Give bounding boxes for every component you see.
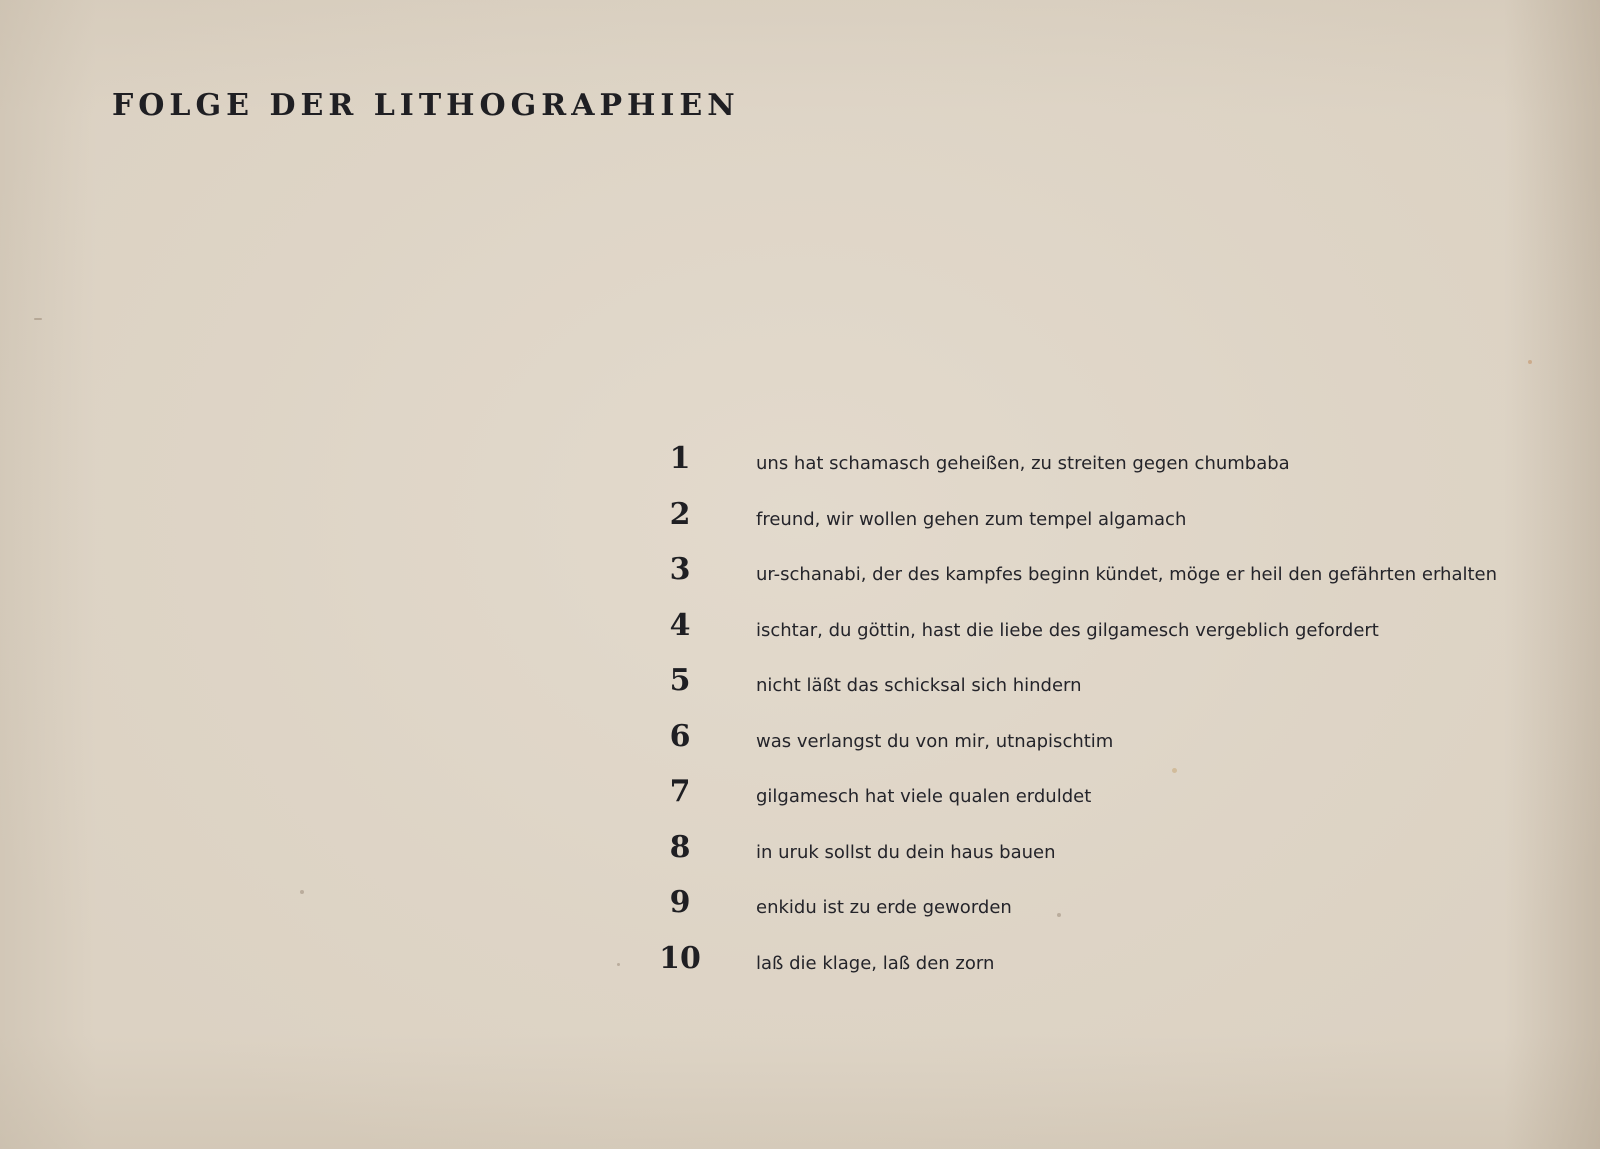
paper-speck	[34, 318, 42, 320]
list-item	[640, 443, 1540, 499]
paper-speck	[617, 963, 620, 966]
plate-number: 1	[669, 441, 691, 476]
plate-caption: ur-schanabi, der des kampfes beginn kündet, möge er heil den gefährten erhalten	[756, 564, 1498, 585]
list-item	[640, 665, 1540, 721]
plate-caption: uns hat schamasch geheißen, zu streiten gegen chumbaba	[756, 453, 1290, 474]
plate-caption: laß die klage, laß den zorn	[756, 952, 995, 974]
plate-caption: gilgamesch hat viele qualen erduldet	[756, 786, 1092, 807]
plate-caption: was verlangst du von mir, utnapischtim	[756, 730, 1114, 752]
list-item	[640, 829, 1540, 888]
plate-number: 2	[669, 496, 691, 532]
list-item	[640, 940, 1540, 999]
page-title: FOLGE DER LITHOGRAPHIEN	[112, 88, 740, 123]
list-item	[640, 607, 1540, 666]
list-item	[640, 496, 1540, 555]
list-item	[640, 554, 1540, 610]
plate-caption: ischtar, du göttin, hast die liebe des gilgamesch vergeblich gefordert	[756, 619, 1379, 641]
plate-number: 5	[669, 663, 691, 698]
plate-caption: nicht läßt das schicksal sich hindern	[756, 675, 1082, 696]
plate-caption: enkidu ist zu erde geworden	[756, 897, 1012, 918]
lithograph-list	[640, 443, 1540, 998]
plate-caption: freund, wir wollen gehen zum tempel algamach	[756, 508, 1187, 530]
plate-number: 7	[669, 774, 691, 809]
plate-number: 4	[669, 607, 691, 643]
paper-speck	[1528, 360, 1532, 364]
list-item	[640, 887, 1540, 943]
plate-number: 9	[669, 885, 691, 920]
plate-number: 3	[669, 552, 691, 587]
list-item	[640, 718, 1540, 777]
paper-speck	[300, 890, 304, 894]
list-item	[640, 776, 1540, 832]
plate-caption: in uruk sollst du dein haus bauen	[756, 841, 1056, 863]
plate-number: 8	[669, 829, 691, 865]
plate-number: 6	[669, 718, 691, 754]
plate-number: 10	[659, 940, 701, 976]
